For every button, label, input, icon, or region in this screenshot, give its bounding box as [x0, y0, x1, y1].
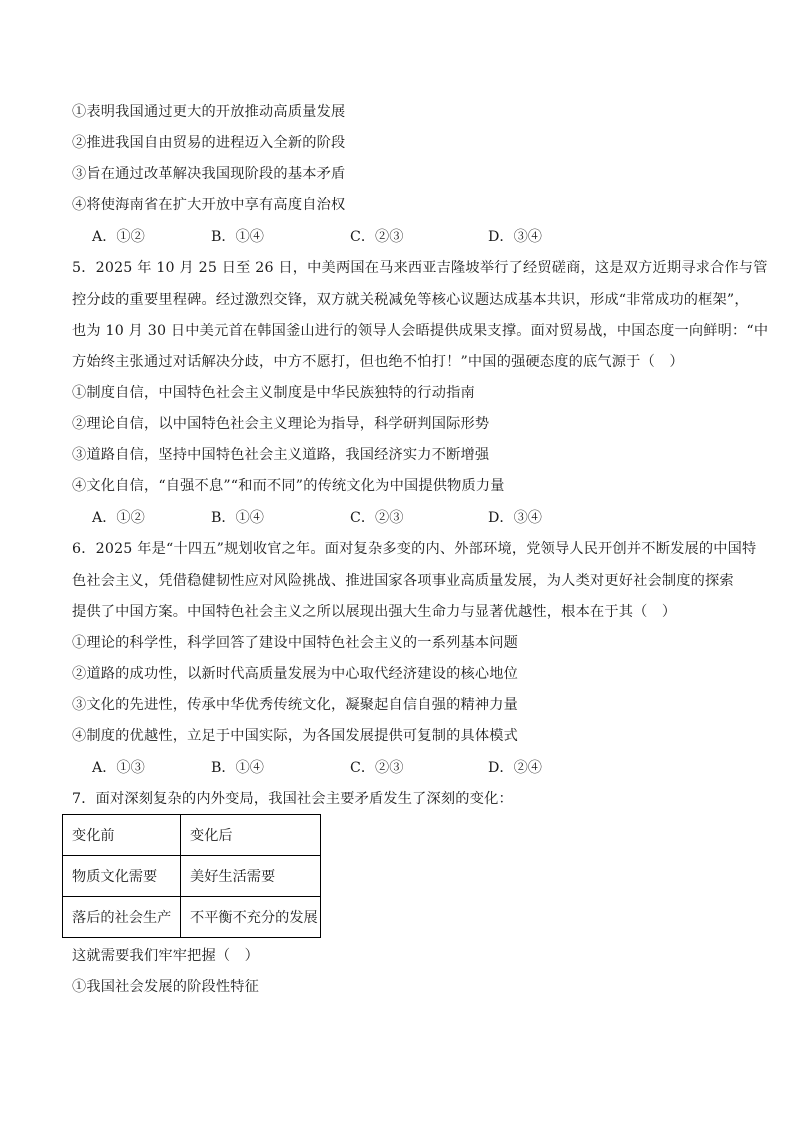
table-cell: 物质文化需要	[63, 856, 181, 897]
q4-choice-a[interactable]: A．①②	[92, 229, 145, 245]
table-row	[63, 897, 321, 938]
q6-choice-a[interactable]: A．①③	[92, 760, 145, 776]
q5-choice-b[interactable]: B．①④	[211, 510, 264, 526]
q7-prompt: 这就需要我们牢牢把握（ ）	[72, 948, 260, 964]
q5-option-2: ②理论自信，以中国特色社会主义理论为指导，科学研判国际形势	[72, 416, 490, 432]
q6-stem-line-2: 色社会主义，凭借稳健韧性应对风险挑战、推进国家各项事业高质量发展，为人类对更好社会制度的探索	[72, 573, 734, 589]
table-cell: 不平衡不充分的发展	[181, 897, 321, 938]
contradiction-change-table	[62, 814, 321, 938]
table-cell: 落后的社会生产	[63, 897, 181, 938]
q4-option-1: ①表明我国通过更大的开放推动高质量发展	[72, 104, 346, 120]
q5-choice-a[interactable]: A．①②	[92, 510, 145, 526]
q6-option-2: ②道路的成功性，以新时代高质量发展为中心取代经济建设的核心地位	[72, 666, 519, 682]
q5-choice-c[interactable]: C．②③	[350, 510, 404, 526]
q4-choice-b[interactable]: B．①④	[211, 229, 264, 245]
q6-stem-line-1: 6．2025 年是“十四五”规划收官之年。面对复杂多变的内、外部环境，党领导人民开创并不断发展的中国特	[72, 541, 757, 557]
q4-option-2: ②推进我国自由贸易的进程迈入全新的阶段	[72, 135, 346, 151]
q5-stem-line-3: 也为 10 月 30 日中美元首在韩国釜山进行的领导人会晤提供成果支撑。面对贸易战，中国态度一向鲜明：“中	[72, 323, 769, 339]
q5-option-4: ④文化自信，“自强不息”“和而不同”的传统文化为中国提供物质力量	[72, 478, 505, 494]
q6-option-4: ④制度的优越性，立足于中国实际，为各国发展提供可复制的具体模式	[72, 728, 519, 744]
q4-option-4: ④将使海南省在扩大开放中享有高度自治权	[72, 197, 346, 213]
q7-option-1: ①我国社会发展的阶段性特征	[72, 979, 260, 995]
table-row	[63, 815, 321, 856]
q6-choice-c[interactable]: C．②③	[350, 760, 404, 776]
table-cell: 美好生活需要	[181, 856, 321, 897]
q4-option-3: ③旨在通过改革解决我国现阶段的基本矛盾	[72, 166, 346, 182]
q5-stem-line-4: 方始终主张通过对话解决分歧，中方不愿打，但也绝不怕打！”中国的强硬态度的底气源于（ ）	[72, 354, 684, 370]
table-header-after: 变化后	[181, 815, 321, 856]
q5-option-1: ①制度自信，中国特色社会主义制度是中华民族独特的行动指南	[72, 385, 475, 401]
table-row	[63, 856, 321, 897]
q5-choice-d[interactable]: D．③④	[488, 510, 542, 526]
q4-choice-d[interactable]: D．③④	[488, 229, 542, 245]
q6-option-3: ③文化的先进性，传承中华优秀传统文化，凝聚起自信自强的精神力量	[72, 697, 519, 713]
table-header-before: 变化前	[63, 815, 181, 856]
q6-choice-b[interactable]: B．①④	[211, 760, 264, 776]
q5-stem-line-1: 5．2025 年 10 月 25 日至 26 日，中美两国在马来西亚吉隆坡举行了经贸磋商，这是双方近期寻求合作与管	[72, 260, 768, 276]
q6-choice-d[interactable]: D．②④	[488, 760, 542, 776]
q6-option-1: ①理论的科学性，科学回答了建设中国特色社会主义的一系列基本问题	[72, 635, 519, 651]
q4-choice-c[interactable]: C．②③	[350, 229, 404, 245]
q7-stem: 7．面对深刻复杂的内外变局，我国社会主要矛盾发生了深刻的变化：	[72, 791, 513, 807]
q6-stem-line-3: 提供了中国方案。中国特色社会主义之所以展现出强大生命力与显著优越性，根本在于其（ ）	[72, 604, 677, 620]
q5-option-3: ③道路自信，坚持中国特色社会主义道路，我国经济实力不断增强	[72, 447, 490, 463]
q5-stem-line-2: 控分歧的重要里程碑。经过激烈交锋，双方就关税减免等核心议题达成基本共识，形成“非常成功的框架”，	[72, 292, 749, 308]
